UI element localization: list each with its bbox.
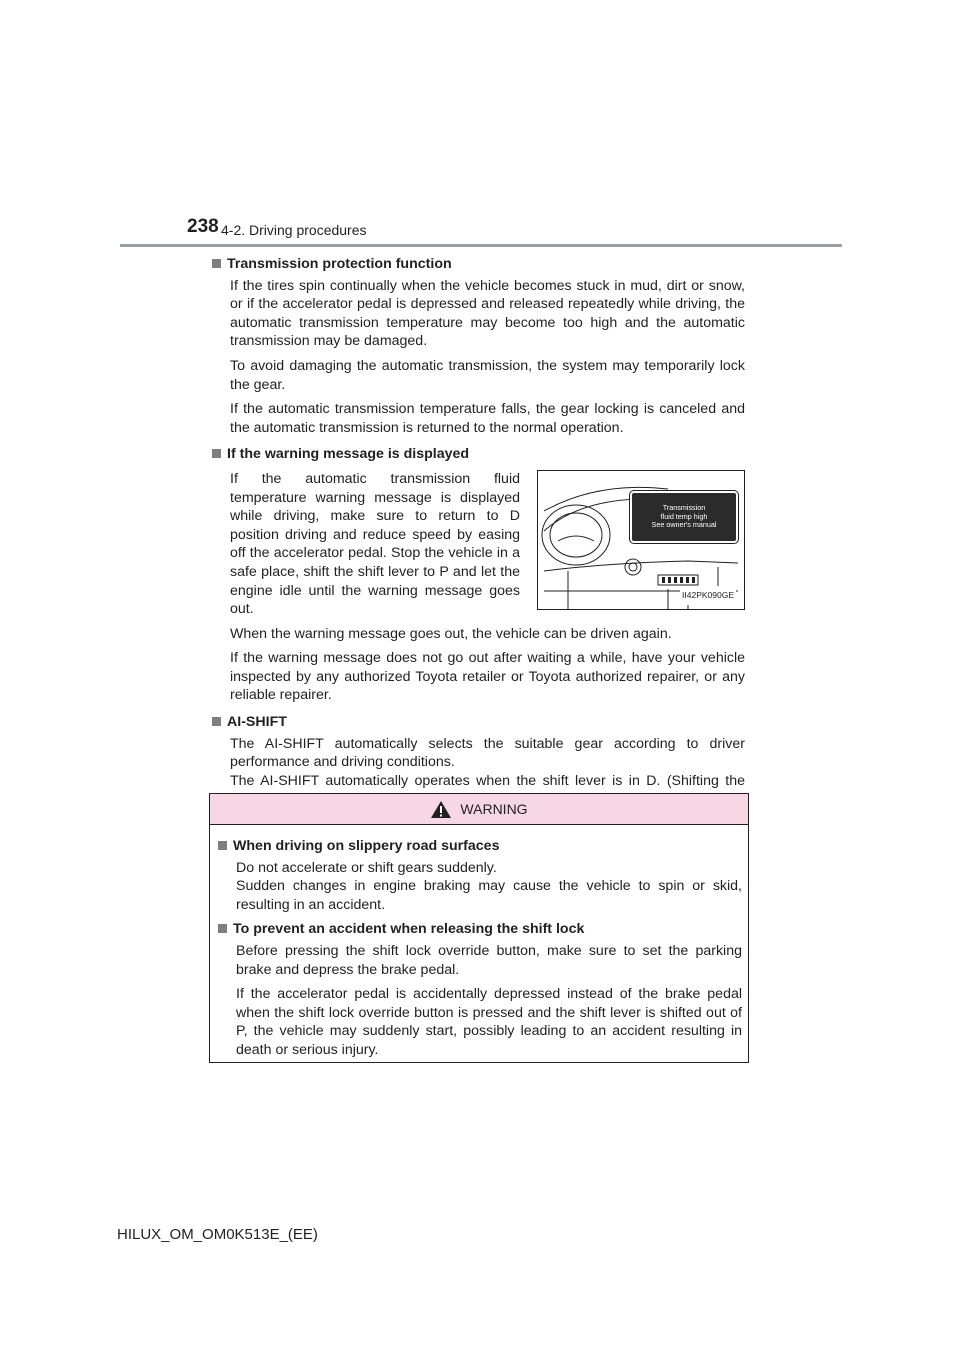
- aishift-heading-text: AI-SHIFT: [227, 714, 287, 731]
- bullet-square-icon: [212, 717, 221, 726]
- warning-item-1-p1: Do not accelerate or shift gears suddenly.: [236, 859, 497, 876]
- warning-message-block: [230, 470, 745, 619]
- page-header: [0, 0, 960, 250]
- warning-triangle-icon: [430, 800, 452, 819]
- warning-item-2-heading-text: To prevent an accident when releasing the shift lock: [233, 921, 585, 938]
- warning-item-2-p2: If the accelerator pedal is accidentally depressed instead of the brake pedal when the shift lock override button is pressed and the shift lever is shifted out of P, the vehicle may suddenly start, possibly leading to an accident resulting in death or serious injury.: [236, 986, 742, 1058]
- transmission-protection-section: [212, 255, 745, 809]
- warning-message-text: If the automatic transmission fluid temperature warning message is displayed while driving, make sure to return to D position driving and reduce speed by easing off the accelerator pedal. Stop the vehicle in a safe place, shift the shift lever to P and let the engine idle until the warning message goes out.: [230, 470, 520, 618]
- warning-body: [210, 825, 748, 1060]
- bullet-square-icon: [218, 924, 227, 933]
- transmission-paragraph-1: If the tires spin continually when the vehicle becomes stuck in mud, dirt or snow, or if the accelerator pedal is depressed and released repeatedly while driving, the automatic transmission temperature may become too high and the automatic transmission may be damaged.: [230, 277, 745, 350]
- warning-header: [210, 794, 748, 825]
- warning-title: WARNING: [460, 801, 528, 817]
- bullet-square-icon: [212, 259, 221, 268]
- warning-message-heading: [212, 445, 745, 464]
- aishift-paragraph-2: The AI-SHIFT automatically operates when the shift lever is in D. (Shifting the: [230, 772, 745, 789]
- display-line-3: See owner's manual: [651, 520, 717, 530]
- dashboard-illustration: [537, 470, 745, 610]
- header-divider: [120, 244, 842, 247]
- document-id: HILUX_OM_OM0K513E_(EE): [117, 1226, 318, 1243]
- figure-code: II42PK090GE: [680, 586, 736, 605]
- warning-item-1-heading-text: When driving on slippery road surfaces: [233, 838, 500, 854]
- warning-item-2-heading: [218, 920, 742, 939]
- warning-message-heading-text: If the warning message is displayed: [227, 446, 470, 463]
- warning-message-after-1: When the warning message goes out, the vehicle can be driven again.: [230, 625, 672, 642]
- transmission-heading-text: Transmission protection function: [227, 256, 452, 272]
- aishift-heading: [212, 713, 745, 732]
- display-line-2: fluid temp high: [660, 511, 708, 521]
- warning-item-1-heading: [218, 837, 742, 856]
- warning-box: [209, 793, 749, 1063]
- bullet-square-icon: [218, 841, 227, 850]
- transmission-heading: [212, 255, 745, 274]
- bullet-square-icon: [212, 449, 221, 458]
- transmission-paragraph-2: To avoid damaging the automatic transmission, the system may temporarily lock the gear.: [230, 357, 745, 393]
- aishift-paragraph-1: The AI-SHIFT automatically selects the suitable gear according to driver performance and driving conditions.: [230, 735, 745, 771]
- page-number: 238: [187, 216, 219, 237]
- section-title: 4-2. Driving procedures: [221, 222, 367, 238]
- display-line-1: Transmission: [662, 503, 706, 513]
- warning-item-1-p2: Sudden changes in engine braking may cause the vehicle to spin or skid, resulting in an accident.: [236, 878, 742, 913]
- transmission-warning-display: [630, 491, 738, 543]
- transmission-paragraph-3: If the automatic transmission temperature falls, the gear locking is canceled and the automatic transmission is returned to the normal operation.: [230, 401, 745, 436]
- warning-message-after-2: If the warning message does not go out after waiting a while, have your vehicle inspected by any authorized Toyota retailer or Toyota authorized repairer, or any reliable repairer.: [230, 650, 745, 704]
- warning-item-2-p1: Before pressing the shift lock override button, make sure to set the parking brake and depress the brake pedal.: [236, 942, 742, 978]
